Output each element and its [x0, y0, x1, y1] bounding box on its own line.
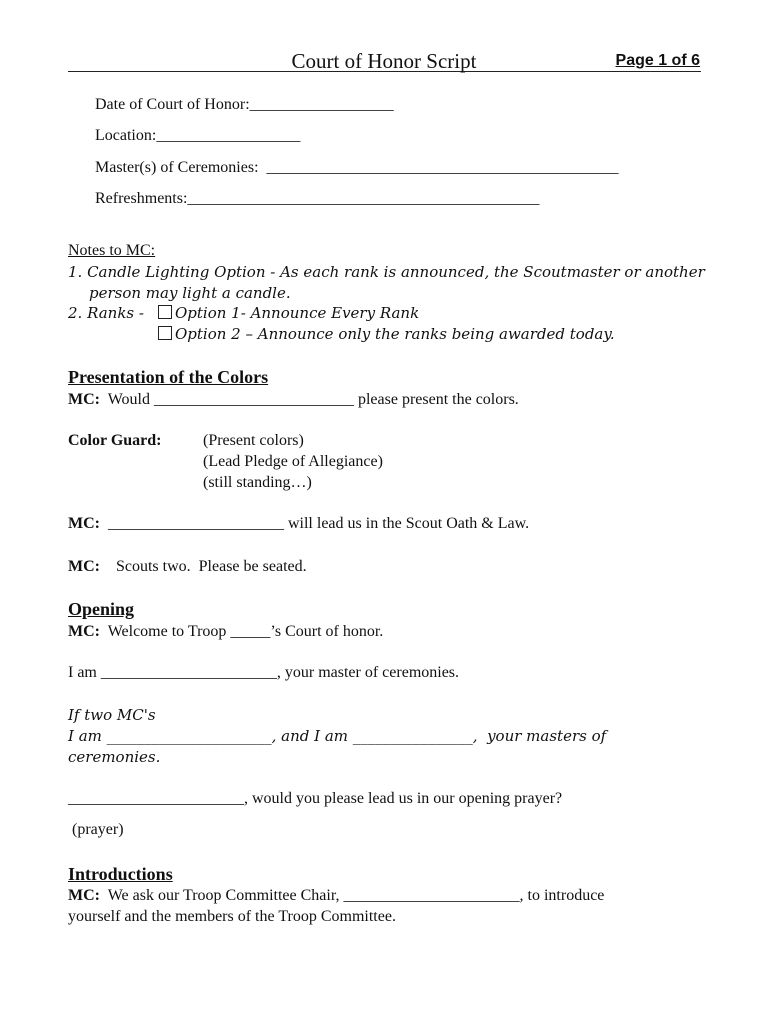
introductions-line-1	[68, 887, 604, 905]
welcome-line	[68, 623, 383, 641]
option1-label: Option 1- Announce Every Rank	[175, 304, 420, 322]
introductions-text-1: We ask our Troop Committee Chair, ______________________, to introduce	[107, 887, 605, 904]
note-candle-line2: person may light a candle.	[89, 284, 291, 302]
seated-mc-text: Scouts two. Please be seated.	[115, 558, 307, 575]
colors-mc-line	[68, 391, 519, 409]
checkbox-icon[interactable]	[158, 326, 172, 340]
prayer-request-line: ______________________, would you please lead us in our opening prayer?	[68, 790, 563, 807]
mc-field: Master(s) of Ceremonies: ____________________________________________	[95, 159, 619, 176]
welcome-text: Welcome to Troop _____’s Court of honor.	[107, 623, 384, 640]
ceremonies-line: ceremonies.	[68, 748, 161, 766]
color-guard-step-3: (still standing…)	[203, 474, 312, 491]
mc-label: MC:	[68, 391, 100, 408]
i-am-line: I am ______________________, your master of ceremonies.	[68, 664, 460, 681]
rank-option-1	[158, 304, 419, 322]
note-ranks-prefix: 2. Ranks -	[68, 304, 144, 322]
mc-label: MC:	[68, 558, 100, 575]
if-two-mcs: If two MC's	[68, 706, 156, 724]
page-number: Page 1 of 6	[615, 52, 700, 69]
colors-heading: Presentation of the Colors	[68, 367, 269, 387]
mc-label: MC:	[68, 515, 100, 532]
color-guard-label: Color Guard:	[68, 432, 162, 449]
note-candle-line1: 1. Candle Lighting Option - As each rank is announced, the Scoutmaster or another	[68, 263, 705, 281]
mc-label: MC:	[68, 887, 100, 904]
introductions-heading: Introductions	[68, 864, 173, 884]
prayer-note: (prayer)	[72, 821, 124, 838]
introductions-line-2: yourself and the members of the Troop Committee.	[68, 908, 396, 925]
document-title: Court of Honor Script	[291, 49, 477, 73]
opening-heading: Opening	[68, 599, 135, 619]
rank-option-2	[158, 325, 615, 343]
refreshments-field: Refreshments:____________________________________________	[95, 190, 540, 207]
location-field: Location:__________________	[95, 127, 301, 144]
oath-mc-text: ______________________ will lead us in the Scout Oath & Law.	[107, 515, 530, 532]
color-guard-step-2: (Lead Pledge of Allegiance)	[203, 453, 383, 470]
option2-label: Option 2 – Announce only the ranks being awarded today.	[175, 325, 615, 343]
date-field: Date of Court of Honor:__________________	[95, 96, 394, 113]
colors-mc-text: Would _________________________ please present the colors.	[107, 391, 519, 408]
seated-mc-line	[68, 558, 307, 576]
color-guard-step-1: (Present colors)	[203, 432, 304, 449]
mc-label: MC:	[68, 623, 100, 640]
i-am-two-line: I am ______________________, and I am ________________, your masters of	[68, 727, 607, 745]
oath-mc-line	[68, 515, 529, 533]
checkbox-icon[interactable]	[158, 305, 172, 319]
notes-heading: Notes to MC:	[68, 242, 156, 259]
